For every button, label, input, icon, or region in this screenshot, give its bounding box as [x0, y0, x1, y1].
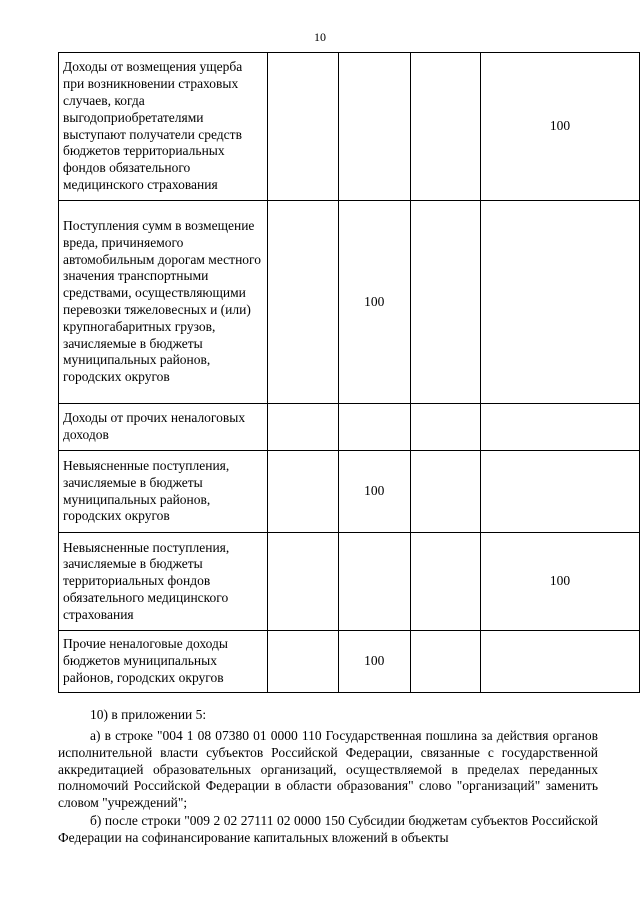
row-description: Невыясненные поступления, зачисляемые в бюджеты муниципальных районов, городских округов	[59, 451, 268, 533]
table-row	[59, 404, 640, 451]
table-cell	[268, 451, 338, 533]
item-b-paragraph: б) после строки "009 2 02 27111 02 0000 150 Субсидии бюджетам субъектов Российской Федерации на софинансирование капитальных вложений в объекты	[58, 813, 598, 845]
item-a-paragraph: а) в строке "004 1 08 07380 01 0000 110 Государственная пошлина за действия органов исполнительной власти субъектов Российской Федерации, связанные с государственной аккредитацией образовательных организаций, осуществляемой в пределах переданных полномочий Российской Федерации в области образования" слово "организаций" заменить словом "учреждений";	[58, 728, 598, 811]
table-cell-tfoms	[481, 404, 640, 451]
table-row	[59, 53, 640, 201]
table-cell	[410, 53, 480, 201]
table-cell-municipal: 100	[338, 201, 410, 404]
row-description: Невыясненные поступления, зачисляемые в бюджеты территориальных фондов обязательного медицинского страхования	[59, 533, 268, 631]
table-cell-municipal	[338, 404, 410, 451]
table-cell	[268, 53, 338, 201]
table-cell-tfoms	[481, 451, 640, 533]
table-row	[59, 533, 640, 631]
table-cell-municipal: 100	[338, 451, 410, 533]
table-cell	[410, 404, 480, 451]
table-cell-tfoms	[481, 201, 640, 404]
table-cell	[268, 201, 338, 404]
table-cell	[410, 201, 480, 404]
page-number: 10	[314, 30, 326, 44]
revenue-distribution-table	[58, 52, 640, 693]
item-heading: 10) в приложении 5:	[90, 707, 207, 722]
table-cell-municipal	[338, 533, 410, 631]
table-cell	[268, 404, 338, 451]
row-description: Прочие неналоговые доходы бюджетов муниципальных районов, городских округов	[59, 631, 268, 693]
table-cell	[410, 533, 480, 631]
row-description: Доходы от возмещения ущерба при возникновении страховых случаев, когда выгодоприобретателями выступают получатели средств бюджетов территориальных фондов обязательного медицинского страхования	[59, 53, 268, 201]
table-cell-municipal	[338, 53, 410, 201]
table-row	[59, 451, 640, 533]
table-cell-tfoms: 100	[481, 53, 640, 201]
table-cell	[268, 631, 338, 693]
table-cell	[410, 631, 480, 693]
row-description: Поступления сумм в возмещение вреда, причиняемого автомобильным дорогам местного значения транспортными средствами, осуществляющими перевозки тяжеловесных и (или) крупногабаритных грузов, зачисляемые в бюджеты муниципальных районов, городских округов	[59, 201, 268, 404]
table-cell	[268, 533, 338, 631]
table-cell-tfoms: 100	[481, 533, 640, 631]
row-description: Доходы от прочих неналоговых доходов	[59, 404, 268, 451]
table-row	[59, 631, 640, 693]
table-row	[59, 201, 640, 404]
table-cell	[410, 451, 480, 533]
table-cell-tfoms	[481, 631, 640, 693]
table-cell-municipal: 100	[338, 631, 410, 693]
